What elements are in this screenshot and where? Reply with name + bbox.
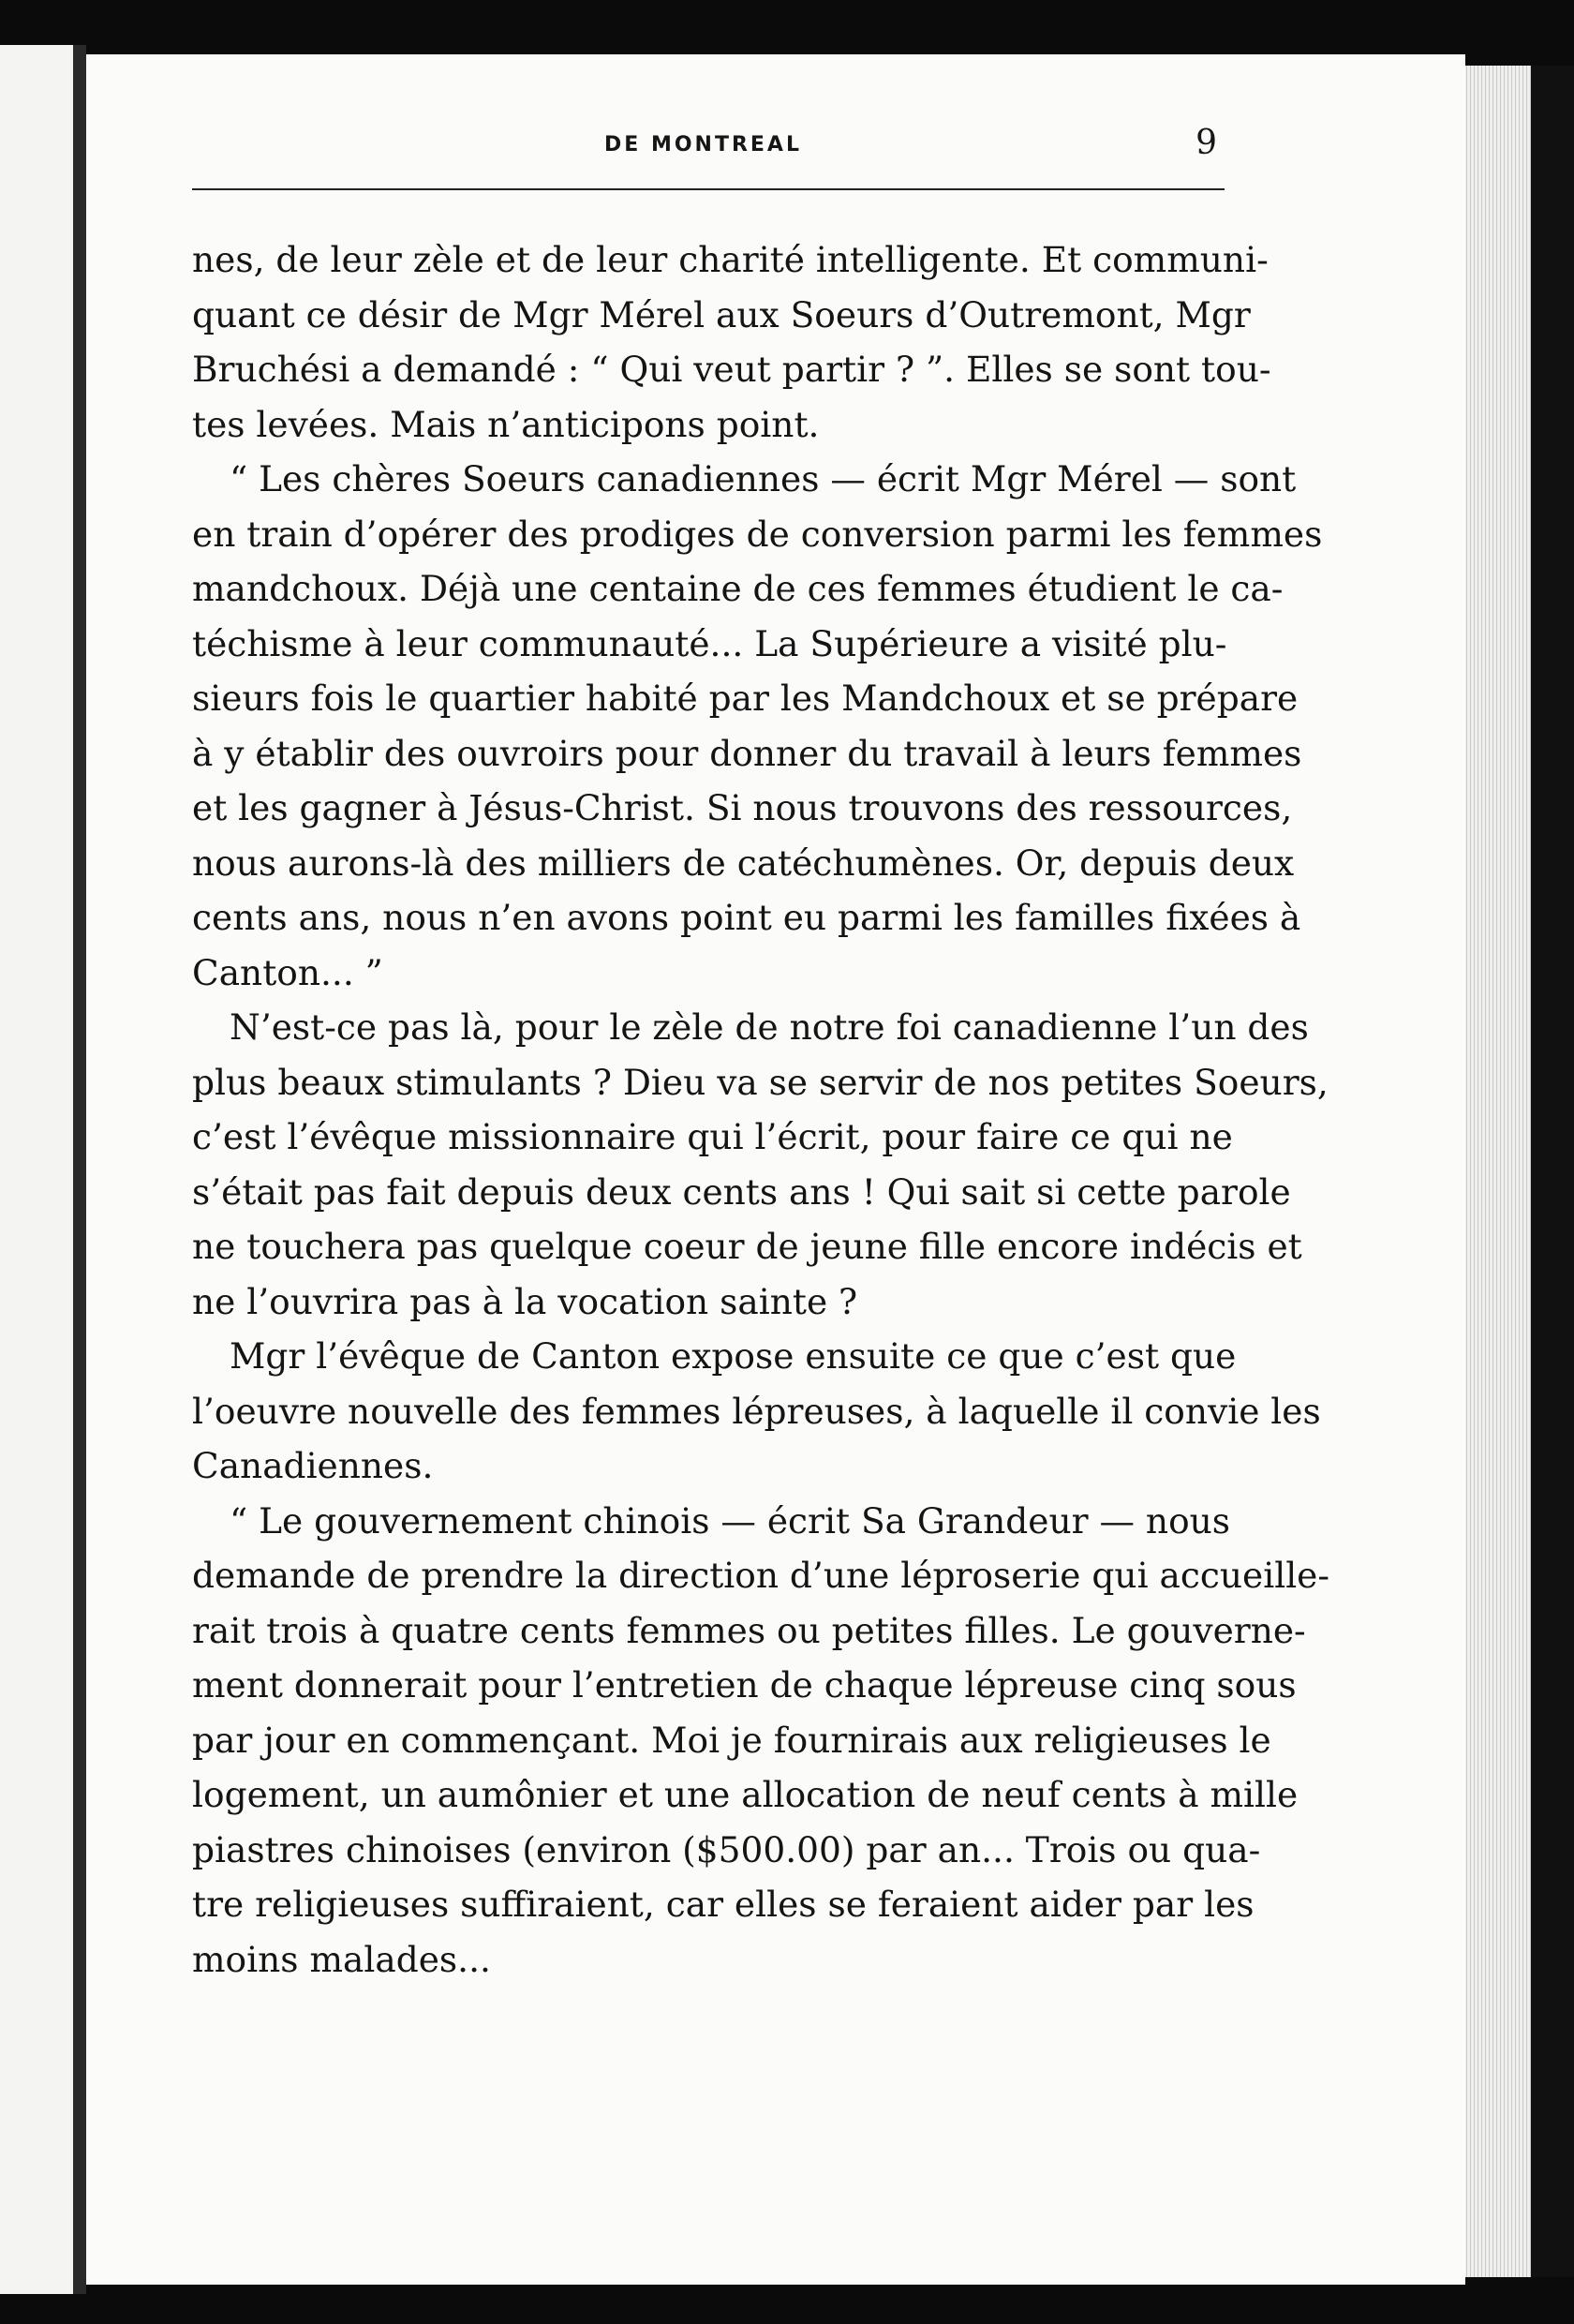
text-line: s’était pas fait depuis deux cents ans ! Qui sait si cette parole [192, 1170, 1291, 1213]
text-line: mandchoux. Déjà une centaine de ces femmes étudient le ca- [192, 568, 1284, 609]
text-line: Bruchési a demandé : “ Qui veut partir ? ”. Elles se sont tou- [192, 349, 1271, 390]
background-edge [1531, 66, 1574, 2277]
header-rule [192, 188, 1225, 190]
text-line: plus beaux stimulants ? Dieu va se servir de nos petites Soeurs, [192, 1061, 1329, 1103]
text-line: c’est l’évêque missionnaire qui l’écrit, pour faire ce qui ne [192, 1116, 1233, 1157]
page-stack-edge [1463, 66, 1531, 2277]
text-line: ne touchera pas quelque coeur de jeune fille encore indécis et [192, 1226, 1302, 1267]
text-line: tre religieuses suffiraient, car elles se feraient aider par les [192, 1884, 1255, 1925]
text-line: sieurs fois le quartier habité par les Mandchoux et se prépare [192, 678, 1299, 719]
body-text [192, 232, 1330, 2013]
text-line: Mgr l’évêque de Canton expose ensuite ce que c’est que [230, 1335, 1237, 1377]
text-line: moins malades... [192, 1938, 491, 1980]
text-line: tes levées. Mais n’anticipons point. [192, 403, 820, 445]
text-line: et les gagner à Jésus-Christ. Si nous trouvons des ressources, [192, 787, 1293, 828]
text-line: Canadiennes. [192, 1445, 434, 1486]
text-line: nous aurons-là des milliers de catéchumènes. Or, depuis deux [192, 842, 1295, 884]
facing-page-edge [0, 45, 79, 2294]
text-line: “ Le gouvernement chinois — écrit Sa Grandeur — nous [230, 1499, 1231, 1542]
book-gutter [73, 45, 86, 2294]
text-line: quant ce désir de Mgr Mérel aux Soeurs d’Outremont, Mgr [192, 293, 1251, 335]
text-line: en train d’opérer des prodiges de conversion parmi les femmes [192, 513, 1323, 555]
text-line: Canton... ” [192, 951, 383, 993]
text-line: demande de prendre la direction d’une léproserie qui accueille- [192, 1555, 1330, 1596]
text-line: piastres chinoises (environ ($500.00) par an... Trois ou qua- [192, 1828, 1261, 1870]
page-number: 9 [1195, 124, 1217, 162]
running-title: DE MONTREAL [604, 133, 802, 156]
text-line: ment donnerait pour l’entretien de chaque lépreuse cinq sous [192, 1664, 1297, 1706]
text-line: téchisme à leur communauté... La Supérieure a visité plu- [192, 622, 1227, 664]
text-line: logement, un aumônier et une allocation de neuf cents à mille [192, 1774, 1299, 1815]
text-line: N’est-ce pas là, pour le zèle de notre foi canadienne l’un des [230, 1006, 1309, 1048]
text-line: cents ans, nous n’en avons point eu parmi les familles fixées à [192, 897, 1301, 938]
text-line: l’oeuvre nouvelle des femmes lépreuses, à laquelle il convie les [192, 1390, 1321, 1432]
running-header [192, 122, 1225, 178]
text-line: rait trois à quatre cents femmes ou petites filles. Le gouverne- [192, 1609, 1306, 1651]
text-line: “ Les chères Soeurs canadiennes — écrit Mgr Mérel — sont [230, 458, 1297, 499]
text-line: à y établir des ouvroirs pour donner du travail à leurs femmes [192, 732, 1302, 774]
text-line: nes, de leur zèle et de leur charité intelligente. Et communi- [192, 239, 1269, 280]
text-line: ne l’ouvrira pas à la vocation sainte ? [192, 1280, 858, 1322]
text-line: par jour en commençant. Moi je fournirais aux religieuses le [192, 1719, 1271, 1761]
